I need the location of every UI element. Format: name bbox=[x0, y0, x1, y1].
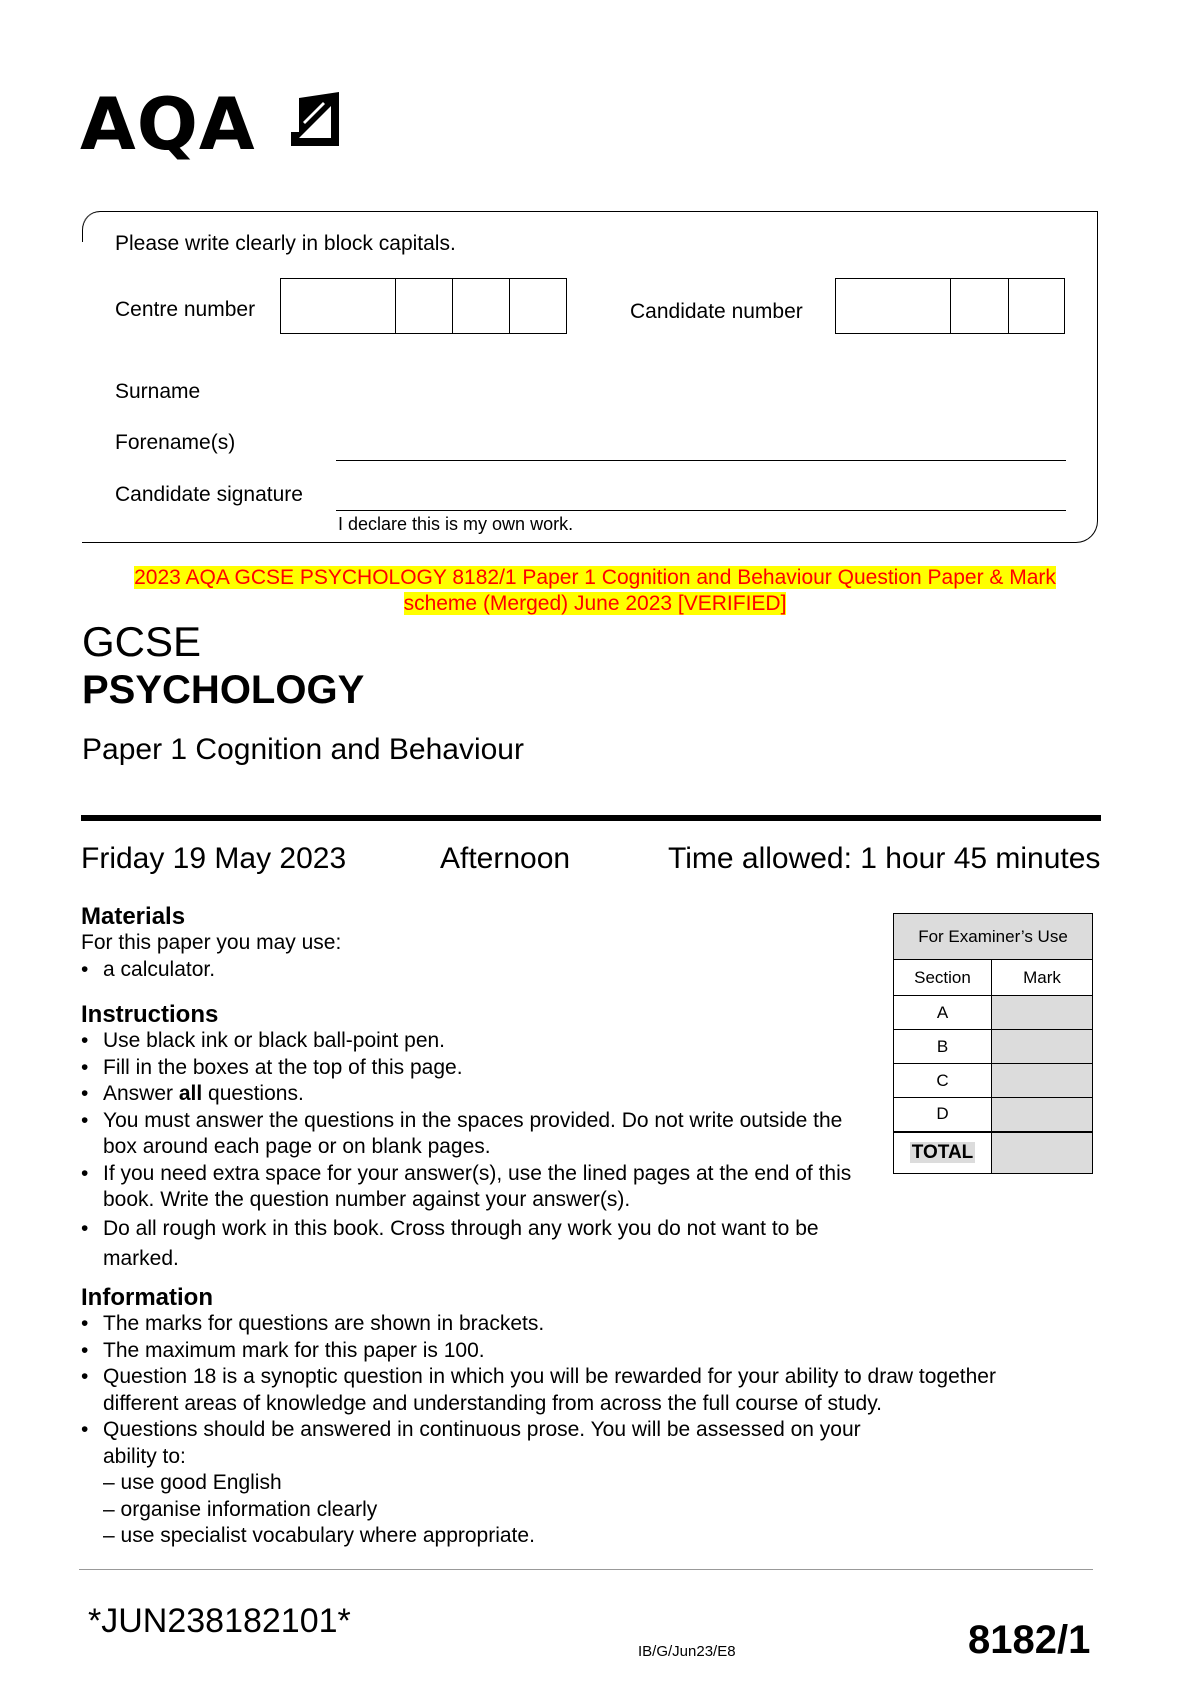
information-section bbox=[81, 1311, 1081, 1550]
instructions-heading: Instructions bbox=[81, 1001, 219, 1028]
materials-intro: For this paper you may use: bbox=[81, 931, 342, 954]
mark-cell[interactable] bbox=[992, 1030, 1093, 1064]
aqa-logo-mark-icon bbox=[285, 92, 341, 158]
mark-cell[interactable] bbox=[992, 1064, 1093, 1098]
signature-label: Candidate signature bbox=[115, 483, 303, 506]
materials-heading: Materials bbox=[81, 903, 186, 930]
instruction-item: • You must answer the questions in the spaces provided. Do not write outside the box around each page or on blank pages. bbox=[81, 1108, 871, 1161]
centre-number-box[interactable] bbox=[510, 279, 566, 333]
qualification-level: GCSE bbox=[82, 618, 202, 665]
information-heading: Information bbox=[81, 1284, 213, 1311]
surname-label: Surname bbox=[115, 380, 201, 403]
answer-prefix: Answer bbox=[103, 1082, 179, 1105]
answer-suffix: questions. bbox=[202, 1082, 304, 1105]
information-item: • Question 18 is a synoptic question in which you will be rewarded for your ability to draw together different areas of knowledge and understanding from across the full course of study. bbox=[81, 1364, 1073, 1417]
forename-label: Forename(s) bbox=[115, 431, 236, 454]
total-row bbox=[894, 1132, 1093, 1174]
answer-emphasis: all bbox=[178, 1082, 203, 1105]
mark-cell[interactable] bbox=[992, 1098, 1093, 1132]
information-item: • The maximum mark for this paper is 100. bbox=[81, 1338, 1081, 1365]
section-column-header: Section bbox=[894, 960, 992, 996]
table-row bbox=[894, 1030, 1093, 1064]
total-label-cell bbox=[894, 1132, 992, 1174]
subject-title: PSYCHOLOGY bbox=[82, 668, 365, 712]
candidate-number-boxes[interactable] bbox=[835, 278, 1065, 334]
name-write-line[interactable] bbox=[336, 460, 1066, 461]
table-row bbox=[894, 1098, 1093, 1132]
materials-section bbox=[81, 930, 881, 983]
instruction-item: • If you need extra space for your answer(s), use the lined pages at the end of this book. Write the question number against your answer(s). bbox=[81, 1161, 871, 1214]
total-label: TOTAL bbox=[911, 1141, 974, 1163]
instruction-item: • Use black ink or black ball-point pen. bbox=[81, 1028, 871, 1055]
information-item: • Questions should be answered in continuous prose. You will be assessed on your ability to: bbox=[81, 1417, 873, 1470]
assessment-criterion: – use specialist vocabulary where appropriate. bbox=[103, 1523, 1081, 1550]
banner-line-2: scheme (Merged) June 2023 [VERIFIED] bbox=[403, 592, 787, 615]
mark-column-header: Mark bbox=[992, 960, 1093, 996]
assessment-criterion: – organise information clearly bbox=[103, 1497, 1081, 1524]
centre-number-box[interactable] bbox=[281, 279, 396, 333]
centre-number-boxes[interactable] bbox=[280, 278, 567, 334]
centre-number-label: Centre number bbox=[115, 298, 256, 321]
exam-date: Friday 19 May 2023 bbox=[81, 842, 347, 875]
mark-cell[interactable] bbox=[992, 996, 1093, 1030]
examiner-table-title: For Examiner’s Use bbox=[894, 914, 1093, 960]
table-row bbox=[894, 996, 1093, 1030]
signature-write-line[interactable] bbox=[336, 510, 1066, 511]
candidate-number-box[interactable] bbox=[836, 279, 951, 333]
candidate-number-box[interactable] bbox=[1009, 279, 1064, 333]
highlighted-banner bbox=[100, 565, 1090, 617]
examiner-use-table bbox=[893, 913, 1093, 1174]
banner-line-1: 2023 AQA GCSE PSYCHOLOGY 8182/1 Paper 1 Cognition and Behaviour Question Paper & Mark bbox=[134, 566, 1056, 589]
table-row bbox=[894, 1064, 1093, 1098]
footer-divider bbox=[79, 1569, 1093, 1570]
barcode-identifier: *JUN238182101* bbox=[88, 1602, 351, 1640]
paper-code: 8182/1 bbox=[968, 1618, 1091, 1662]
candidate-number-label: Candidate number bbox=[630, 300, 803, 323]
total-mark-cell[interactable] bbox=[992, 1132, 1093, 1174]
section-label: B bbox=[894, 1030, 992, 1064]
section-label: C bbox=[894, 1064, 992, 1098]
assessment-criterion: – use good English bbox=[103, 1470, 1081, 1497]
instruction-item: • Fill in the boxes at the top of this page. bbox=[81, 1055, 871, 1082]
thick-divider bbox=[81, 815, 1101, 821]
time-allowed: Time allowed: 1 hour 45 minutes bbox=[668, 842, 1101, 875]
materials-item: • a calculator. bbox=[81, 957, 881, 984]
instruction-item-answer-all bbox=[81, 1081, 871, 1108]
candidate-number-box[interactable] bbox=[951, 279, 1009, 333]
instruction-item: • Do all rough work in this book. Cross through any work you do not want to be marked. bbox=[81, 1214, 871, 1274]
block-capitals-instruction: Please write clearly in block capitals. bbox=[115, 232, 456, 255]
declaration-text: I declare this is my own work. bbox=[338, 514, 574, 534]
section-label: A bbox=[894, 996, 992, 1030]
centre-number-box[interactable] bbox=[396, 279, 453, 333]
document-reference: IB/G/Jun23/E8 bbox=[638, 1643, 736, 1660]
paper-title: Paper 1 Cognition and Behaviour bbox=[82, 733, 524, 766]
instructions-section bbox=[81, 1028, 871, 1274]
exam-session: Afternoon bbox=[440, 842, 571, 875]
aqa-logo-text: AQA bbox=[80, 82, 256, 166]
centre-number-box[interactable] bbox=[453, 279, 510, 333]
section-label: D bbox=[894, 1098, 992, 1132]
information-item: • The marks for questions are shown in brackets. bbox=[81, 1311, 1081, 1338]
